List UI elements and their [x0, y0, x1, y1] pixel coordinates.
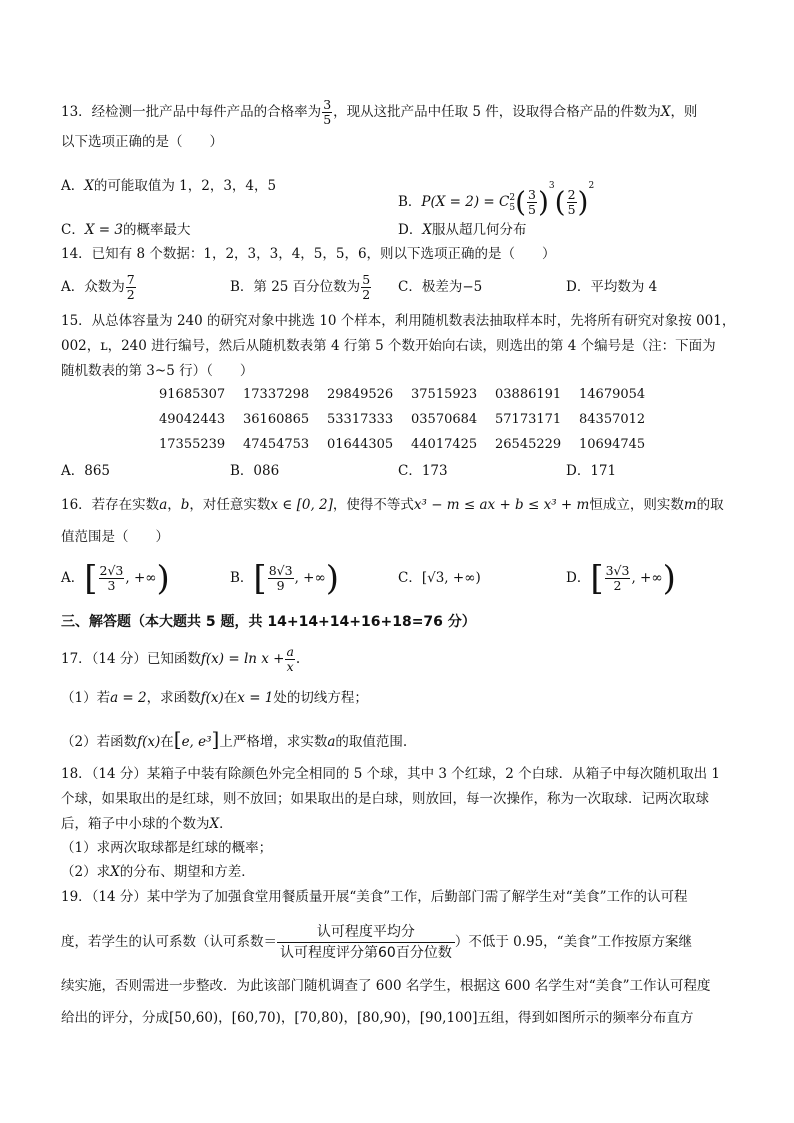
q17-function: f(x) = ln x +: [200, 651, 285, 667]
q19-frac-num: 认可程度平均分: [277, 922, 455, 943]
random-table-cell: 29849526: [327, 387, 394, 402]
q16-var-m: m: [683, 497, 697, 513]
q17-p1-a: （1）若: [61, 690, 111, 706]
q17-stem-text: 17．（14 分）已知函数: [61, 651, 201, 667]
random-table-cell: 17337298: [243, 387, 310, 402]
q13-option-b-sub: 5: [509, 202, 516, 213]
q15-line1: 15．从总体容量为 240 的研究对象中挑选 10 个样本，利用随机数表法抽取样本时，先将所有研究对象按 001，: [61, 313, 736, 329]
q18-p2-a: （2）求: [61, 864, 111, 880]
q13-stem-part-b: ，现从这批产品中任取 5 件，设取得合格产品的件数为: [333, 104, 661, 120]
q14-option-a-frac: [126, 273, 136, 302]
q13-option-d-text: 服从超几何分布: [431, 222, 527, 238]
random-table-cell: 03886191: [495, 387, 562, 402]
q14-stem: 14．已知有 8 个数据：1，2，3，3，4，5，5，6，则以下选项正确的是（ ）: [61, 246, 556, 262]
q19-line3: 续实施，否则需进一步整改．为此该部门随机调查了 600 名学生，根据这 600 名学生对“美食”工作认可程度: [61, 978, 711, 994]
q13-option-b-frac2-den: 5: [567, 202, 576, 217]
q13-stem-line1: [61, 98, 697, 127]
q16-x-domain: x ∈ [0, 2]: [270, 497, 333, 513]
q16-stem-e: 的取: [696, 497, 724, 513]
random-number-table: [159, 385, 663, 455]
q13-option-b-frac1-num: 3: [528, 187, 536, 202]
q18-line2: 个球，如果取出的是红球，则不放回；如果取出的是白球，则放回，每一次操作，称为一次取球．记两次取球: [61, 791, 709, 807]
q16-option-d-label: D．: [566, 570, 591, 586]
q16-option-d-den: 2: [613, 578, 622, 593]
q17-fraction: [285, 645, 294, 674]
q19-coefficient-fraction: [277, 922, 455, 963]
random-table-cell: 84357012: [579, 412, 646, 427]
q17-p2-c: 上严格增，求实数: [219, 734, 328, 750]
q16-option-d-num: 3√3: [605, 563, 630, 578]
random-table-row: [159, 435, 663, 455]
q15-option-b: B．086: [230, 463, 280, 479]
q18-part1: （1）求两次取球都是红球的概率；: [61, 840, 273, 856]
q14-option-b: [230, 270, 372, 304]
q13-variable: X: [660, 104, 671, 120]
q13-rate-numerator: 3: [323, 97, 332, 112]
q17-p2-d: 的取值范围.: [335, 734, 408, 750]
q17-p2-interval: e, e³: [181, 734, 212, 750]
q14-option-d: D．平均数为 4: [566, 279, 658, 295]
q16-option-b: B．[ $\frac{8√3}{9}$ , +∞): [230, 558, 339, 599]
q15-option-c: C．173: [398, 463, 448, 479]
q17-part1: [61, 688, 368, 708]
q17-p2-b: 在: [160, 734, 174, 750]
q16-option-d-frac: [605, 564, 631, 593]
q15-option-a: A．865: [61, 463, 111, 479]
q14-option-b-num: 5: [362, 272, 371, 287]
q14-option-b-text: B．第 25 百分位数为: [230, 279, 361, 295]
q18-part2: [61, 862, 255, 882]
random-table-row: [159, 410, 663, 430]
q15-line3: 随机数表的第 3~5 行）（ ）: [61, 363, 254, 379]
q19-frac-den: 认可程度评分第60百分位数: [280, 945, 452, 961]
q14-option-b-frac: [361, 273, 371, 302]
q16-sep: ，: [167, 497, 181, 513]
q14-option-c: C．极差为−5: [398, 279, 483, 295]
q13-stem-part-a: 13．经检测一批产品中每件产品的合格率为: [61, 104, 322, 120]
q17-frac-den: x: [286, 659, 294, 674]
q19-line2-b: ）不低于 0.95，“美食”工作按原方案继: [454, 934, 692, 950]
q16-option-c: [398, 568, 481, 588]
q13-rate-denominator: 5: [323, 112, 332, 127]
q13-option-b-label: B．: [398, 194, 422, 210]
q13-option-b: B．P(X = 2) = C 2 5 ( $\frac{3}{5}$ )$^3$( $\frac{2}{5}$ )$^2$: [398, 181, 595, 219]
random-table-cell: 91685307: [159, 387, 226, 402]
random-table-row: [159, 385, 663, 405]
q17-p2-var: a: [327, 734, 336, 750]
q13-option-c-label: C．: [61, 222, 85, 238]
random-table-cell: 36160865: [243, 412, 310, 427]
random-table-cell: 10694745: [579, 437, 646, 452]
random-table-cell: 26545229: [495, 437, 562, 452]
q13-option-a: [61, 176, 276, 196]
section-3-title: 三、解答题（本大题共 5 题，共 14+14+14+16+18=76 分）: [61, 614, 476, 630]
q17-p1-b: ，求函数: [146, 690, 201, 706]
q17-frac-num: a: [286, 644, 294, 659]
q17-p1-f: f(x): [200, 690, 224, 706]
q17-p1-d: 处的切线方程；: [273, 690, 368, 706]
q13-option-a-var: X: [84, 178, 94, 194]
random-table-cell: 37515923: [411, 387, 478, 402]
q19-line1: 19．（14 分）某中学为了加强食堂用餐质量开展“美食”工作，后勤部门需了解学生对“美食”工作的认可程: [61, 889, 688, 905]
random-table-cell: 44017425: [411, 437, 478, 452]
q16-inequality: x³ − m ≤ ax + b ≤ x³ + m: [413, 497, 590, 513]
q13-option-b-frac2-num: 2: [567, 187, 576, 202]
q14-option-b-den: 2: [362, 287, 371, 302]
q16-option-b-num: 8√3: [268, 563, 293, 578]
random-table-cell: 57173171: [495, 412, 562, 427]
q17-p2-f: f(x): [137, 734, 161, 750]
q14-option-a: [61, 270, 137, 304]
q13-option-b-frac1: [527, 188, 537, 217]
q16-option-c-expr: [√3, +∞): [421, 570, 481, 586]
q13-option-b-frac2: [567, 188, 577, 217]
q19-line4: 给出的评分，分成[50,60)，[60,70)，[70,80)，[80,90)，[90,100]五组，得到如图所示的频率分布直方: [61, 1010, 694, 1026]
q16-stem-line2: 值范围是（ ）: [61, 529, 169, 545]
q16-option-a-den: 3: [107, 578, 116, 593]
q16-option-a-num: 2√3: [99, 563, 124, 578]
q19-line2-a: 度，若学生的认可系数（认可系数＝: [61, 934, 277, 950]
q18-line3-b: ．: [219, 816, 233, 832]
q17-p1-x: x = 1: [237, 690, 274, 706]
q18-line1: 18．（14 分）某箱子中装有除颜色外完全相同的 5 个球，其中 3 个红球，2 个白球．从箱子中每次随机取出 1: [61, 766, 721, 782]
q13-option-d: [398, 220, 526, 240]
q18-line3: [61, 814, 233, 834]
q17-part2: （2）若函数f(x)在[e, e³]上严格增，求实数a的取值范围.: [61, 727, 408, 751]
q13-option-b-sup: 2: [509, 192, 516, 203]
q17-p1-cond: a = 2: [110, 690, 147, 706]
q13-option-c-expr: X = 3: [84, 222, 123, 238]
random-table-cell: 14679054: [579, 387, 646, 402]
q16-option-a-tail: , +∞: [125, 570, 157, 586]
q13-option-b-frac1-den: 5: [528, 202, 536, 217]
q19-line2: [61, 921, 692, 963]
q16-option-a: A．[ $\frac{2√3}{3}$ , +∞): [61, 558, 170, 599]
q16-option-b-den: 9: [276, 578, 285, 593]
q13-rate-fraction: [322, 98, 332, 127]
q13-option-c-text: 的概率最大: [122, 222, 191, 238]
q18-line3-a: 后，箱子中小球的个数为: [61, 816, 210, 832]
q13-option-d-label: D．: [398, 222, 423, 238]
q17-p2-a: （2）若函数: [61, 734, 138, 750]
q14-option-a-den: 2: [126, 287, 135, 302]
random-table-cell: 47454753: [243, 437, 310, 452]
q13-option-b-expr: P(X = 2) = C: [421, 194, 510, 210]
q16-option-b-tail: , +∞: [294, 570, 326, 586]
q13-option-b-exp2: 2: [588, 181, 595, 191]
q16-option-a-label: A．: [61, 570, 85, 586]
q14-option-a-num: 7: [126, 272, 135, 287]
random-table-cell: 53317333: [327, 412, 394, 427]
q16-option-b-label: B．: [230, 570, 254, 586]
q13-option-a-text: 的可能取值为 1，2，3，4，5: [93, 178, 277, 194]
q16-stem-b: ，对任意实数: [189, 497, 271, 513]
q18-line3-var: X: [209, 816, 220, 832]
q16-option-c-label: C．: [398, 570, 422, 586]
q15-line2: 002，ʟ，240 进行编号，然后从随机数表第 4 行第 5 个数开始向右读，则选出的第 4 个编号是（注：下面为: [61, 338, 716, 354]
random-table-cell: 17355239: [159, 437, 226, 452]
q16-stem-line1: [61, 495, 724, 515]
q16-option-d: D．[ $\frac{3√3}{2}$ , +∞): [566, 558, 676, 599]
q13-option-b-exp1: 3: [548, 181, 555, 191]
q17-p1-c: 在: [223, 690, 238, 706]
q17-stem-end: .: [295, 651, 301, 667]
q17-stem: [61, 642, 300, 676]
q16-option-b-frac: [268, 564, 294, 593]
q16-option-d-tail: , +∞: [631, 570, 663, 586]
q16-stem-c: ，使得不等式: [332, 497, 414, 513]
q16-option-a-frac: [99, 564, 125, 593]
q16-var-a: a: [159, 497, 168, 513]
q13-stem-line2: 以下选项正确的是（ ）: [61, 134, 223, 150]
q13-stem-part-c: ，则: [670, 104, 698, 120]
q16-var-b: b: [180, 497, 190, 513]
q15-option-d: D．171: [566, 463, 617, 479]
q16-stem-d: 恒成立，则实数: [589, 497, 684, 513]
q13-option-a-label: A．: [61, 178, 85, 194]
q13-option-c: [61, 220, 190, 240]
q18-p2-var: X: [110, 864, 120, 880]
random-table-cell: 01644305: [327, 437, 394, 452]
random-table-cell: 49042443: [159, 412, 226, 427]
q13-option-d-var: X: [422, 222, 432, 238]
q16-stem-a: 16．若存在实数: [61, 497, 160, 513]
q14-option-a-text: A．众数为: [61, 279, 125, 295]
q18-p2-b: 的分布、期望和方差．: [119, 864, 255, 880]
random-table-cell: 03570684: [411, 412, 478, 427]
